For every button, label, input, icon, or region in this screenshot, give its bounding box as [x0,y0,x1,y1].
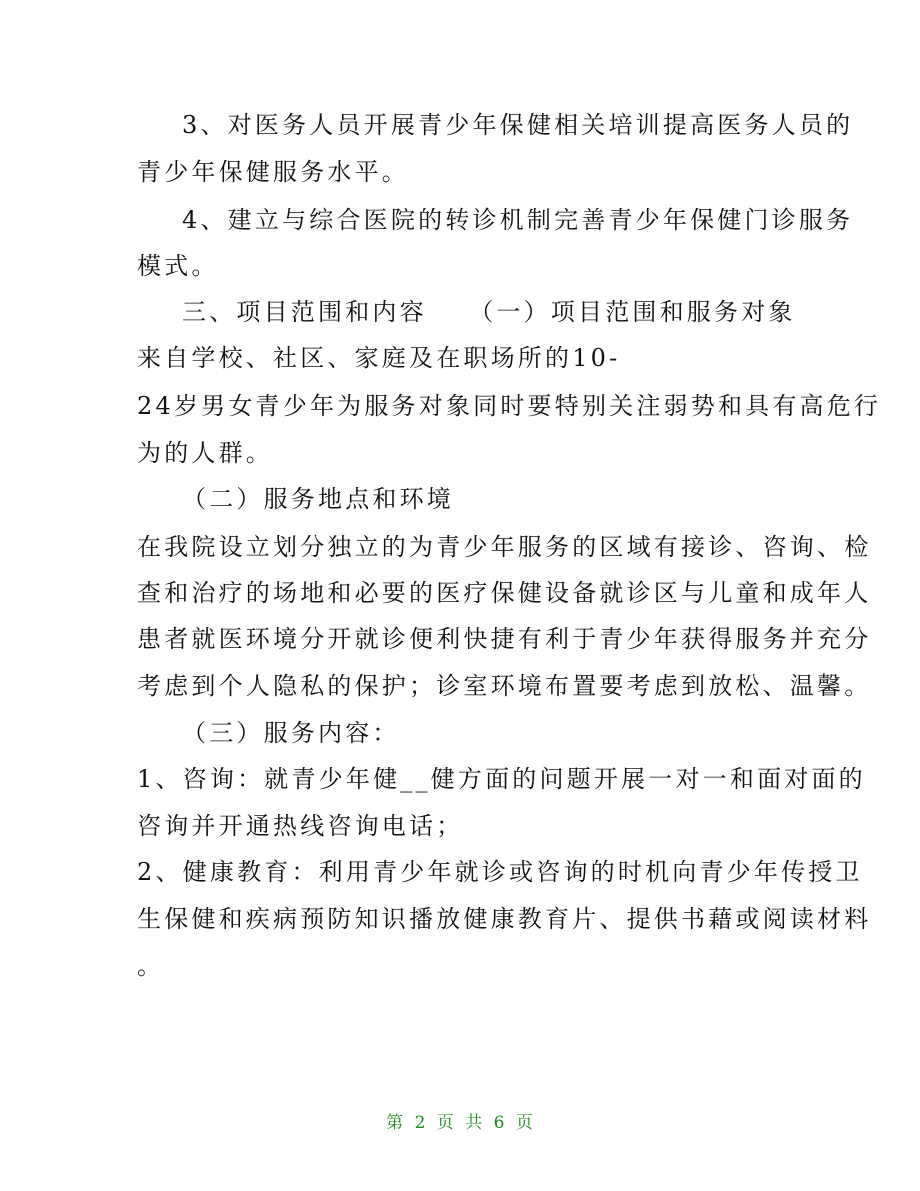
paragraph-line: 考虑到个人隐私的保护；诊室环境布置要考虑到放松、温馨。 [137,672,872,700]
section-heading: 三、项目范围和内容 （一）项目范围和服务对象 [182,298,796,326]
paragraph-line: 青少年保健服务水平。 [137,158,409,186]
paragraph-line: 4、建立与综合医院的转诊机制完善青少年保健门诊服务 [182,206,854,234]
paragraph-line: 3、对医务人员开展青少年保健相关培训提高医务人员的 [182,111,854,139]
paragraph-line: 来自学校、社区、家庭及在职场所的10- [137,344,621,372]
list-item: 2、健康教育：利用青少年就诊或咨询的时机向青少年传授卫 [137,858,863,886]
paragraph-line: 生保健和疾病预防知识播放健康教育片、提供书藉或阅读材料 [137,905,872,933]
paragraph-line: 。 [137,952,165,980]
paragraph-line: 24岁男女青少年为服务对象同时要特别关注弱势和具有高危行 [137,392,882,420]
paragraph-line: 为的人群。 [137,439,273,467]
paragraph-line: 患者就医环境分开就诊便利快捷有利于青少年获得服务并充分 [137,625,872,653]
paragraph-line: 查和治疗的场地和必要的医疗保健设备就诊区与儿童和成年人 [137,579,872,607]
subsection-heading: （三）服务内容： [182,719,400,747]
paragraph-line: 在我院设立划分独立的为青少年服务的区域有接诊、咨询、检 [137,533,872,561]
subsection-heading: （二）服务地点和环境 [182,485,454,513]
page-footer: 第 2 页 共 6 页 [386,1113,534,1133]
list-item: 1、咨询：就青少年健__健方面的问题开展一对一和面对面的 [137,765,866,793]
paragraph-line: 模式。 [137,252,219,280]
paragraph-line: 咨询并开通热线咨询电话； [137,812,464,840]
